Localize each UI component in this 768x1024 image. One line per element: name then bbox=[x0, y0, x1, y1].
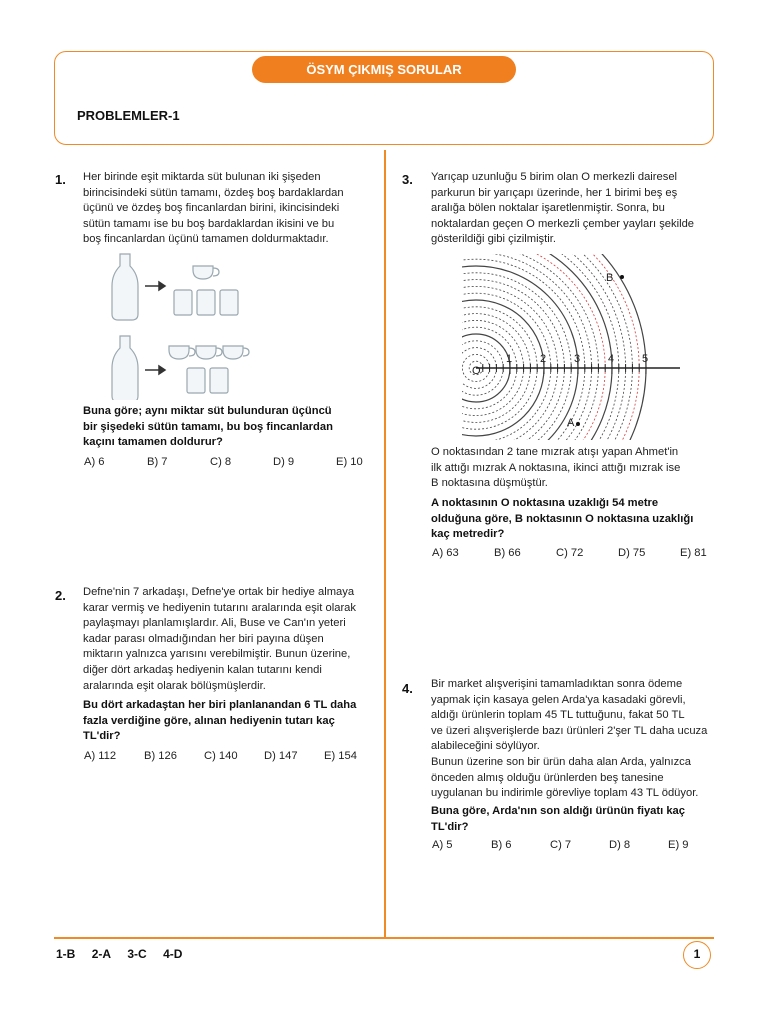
question-2-number: 2. bbox=[55, 588, 66, 603]
arc bbox=[462, 266, 581, 440]
footer-divider bbox=[54, 937, 714, 939]
milk-bottles-figure bbox=[105, 250, 265, 400]
glass-icon bbox=[210, 368, 228, 393]
question-4-number: 4. bbox=[402, 681, 413, 696]
question-2-text: Defne'nin 7 arkadaşı, Defne'ye ortak bir hediye almaya karar vermiş ve hediyenin tutarını aralarında eşit olarak paylaşmayı planlamışlardır. Ali, Buse ve Can'ın yeteri kadar parası olmadığından her biri payına düşen miktarın yalnızca yarısını verebilmiştir. Bunun üzerine, diğer dört arkadaş hediyenin kalan tutarını kendi aralarında eşit olarak bölüşmüşlerdir. bbox=[83, 586, 356, 692]
option-c[interactable]: C) 140 bbox=[204, 750, 238, 762]
option-d[interactable]: D) 9 bbox=[273, 456, 295, 468]
option-c[interactable]: C) 8 bbox=[210, 456, 232, 468]
tick-label: 1 bbox=[506, 353, 513, 365]
question-4-text: Bir market alışverişini tamamladıktan sonra ödeme yapmak için kasaya gelen Arda'ya kasadaki görevli, aldığı ürünlerin toplam 45 TL tuttuğunu, fakat 50 TL ve üzeri alışverişlerde bazı ürünleri 2'şer TL daha ucuza alabileceğini söylüyor. Bunun üzerine son bir ürün daha alan Arda, yalnızca önceden almış olduğu ürünlerden beş tanesine uygulanan bu indirimle görevliye toplam 43 TL ödüyor. bbox=[431, 678, 708, 800]
tick-label: 4 bbox=[608, 353, 615, 365]
question-1-number: 1. bbox=[55, 172, 66, 187]
option-e[interactable]: E) 81 bbox=[680, 547, 707, 559]
question-3-text: Yarıçap uzunluğu 5 birim olan O merkezli dairesel parkurun bir yarıçapı üzerinde, her 1 birimi beş eş aralığa bölen noktalar işaretlenmiştir. Sonra, bu noktalardan geçen O merkezli çember yayları şekilde gösterildiği gibi çizilmiştir. bbox=[431, 171, 695, 246]
arc bbox=[462, 273, 571, 440]
answer-4: 4-D bbox=[163, 947, 183, 961]
bottle-1-icon bbox=[112, 254, 138, 320]
option-b[interactable]: B) 66 bbox=[494, 547, 521, 559]
option-b[interactable]: B) 126 bbox=[144, 750, 177, 762]
option-c[interactable]: C) 7 bbox=[550, 839, 572, 851]
option-e[interactable]: E) 9 bbox=[668, 839, 689, 851]
question-1-text: Her birinde eşit miktarda süt bulunan iki şişeden birincisindeki sütün tamamı, özdeş boş bardaklardan üçünü ve özdeş boş fincanlardan birini, ikincisindeki sütün tamamı ise bu boş bardaklardan ikisini ve bu boş fincanlardan üçünü tamamen doldurmaktadır. bbox=[83, 171, 344, 246]
option-e[interactable]: E) 10 bbox=[336, 456, 363, 468]
glass-icon bbox=[187, 368, 205, 393]
column-divider bbox=[384, 150, 386, 937]
page-number: 1 bbox=[683, 941, 711, 969]
option-d[interactable]: D) 75 bbox=[618, 547, 646, 559]
question-4-prompt: Buna göre, Arda'nın son aldığı ürünün fiyatı kaç TL'dir? bbox=[431, 805, 685, 833]
glass-icon bbox=[174, 290, 192, 315]
highlighted-arc bbox=[462, 254, 605, 440]
point-a-marker bbox=[576, 422, 580, 426]
point-b-marker bbox=[620, 275, 624, 279]
point-a-label: A bbox=[567, 417, 575, 429]
option-c[interactable]: C) 72 bbox=[556, 547, 584, 559]
cup-icon bbox=[196, 346, 216, 359]
option-e[interactable]: E) 154 bbox=[324, 750, 357, 762]
tick-label: 2 bbox=[540, 353, 547, 365]
option-d[interactable]: D) 147 bbox=[264, 750, 298, 762]
tick-label: 5 bbox=[642, 353, 649, 365]
section-title: PROBLEMLER-1 bbox=[77, 108, 180, 123]
option-b[interactable]: B) 6 bbox=[491, 839, 512, 851]
answer-1: 1-B bbox=[56, 947, 76, 961]
arc bbox=[462, 254, 626, 440]
bottle-2-icon bbox=[112, 336, 138, 400]
option-a[interactable]: A) 112 bbox=[84, 750, 117, 762]
question-3-extra: O noktasından 2 tane mızrak atışı yapan Ahmet'in ilk attığı mızrak A noktasına, ikinci attığı mızrak ise B noktasına düşmüştür. bbox=[431, 446, 681, 490]
answer-3: 3-C bbox=[127, 947, 147, 961]
answer-2: 2-A bbox=[91, 947, 112, 961]
option-b[interactable]: B) 7 bbox=[147, 456, 168, 468]
center-label: O bbox=[472, 365, 481, 377]
point-b-label: B bbox=[606, 272, 614, 284]
option-a[interactable]: A) 6 bbox=[84, 456, 105, 468]
tick-label: 3 bbox=[574, 353, 581, 365]
question-3-number: 3. bbox=[402, 172, 413, 187]
cup-icon bbox=[193, 266, 213, 279]
page-title: ÖSYM ÇIKMIŞ SORULAR bbox=[252, 56, 516, 83]
option-a[interactable]: A) 5 bbox=[432, 839, 453, 851]
option-d[interactable]: D) 8 bbox=[609, 839, 631, 851]
cup-icon bbox=[169, 346, 189, 359]
circular-track-figure bbox=[462, 254, 710, 440]
answer-key bbox=[56, 947, 195, 961]
question-2-prompt: Bu dört arkadaştan her biri planlanandan 6 TL daha fazla verdiğine göre, alınan hediyenin tutarı kaç TL'dir? bbox=[83, 699, 357, 743]
question-1-prompt: Buna göre; aynı miktar süt bulunduran üçüncü bir şişedeki sütün tamamı, bu boş fincanlardan kaçını tamamen doldurur? bbox=[83, 405, 333, 449]
glass-icon bbox=[197, 290, 215, 315]
glass-icon bbox=[220, 290, 238, 315]
question-3-prompt: A noktasının O noktasına uzaklığı 54 metre olduğuna göre, B noktasının O noktasına uzaklığı kaç metredir? bbox=[431, 497, 694, 541]
option-a[interactable]: A) 63 bbox=[432, 547, 459, 559]
cup-icon bbox=[223, 346, 243, 359]
arc bbox=[462, 254, 649, 440]
